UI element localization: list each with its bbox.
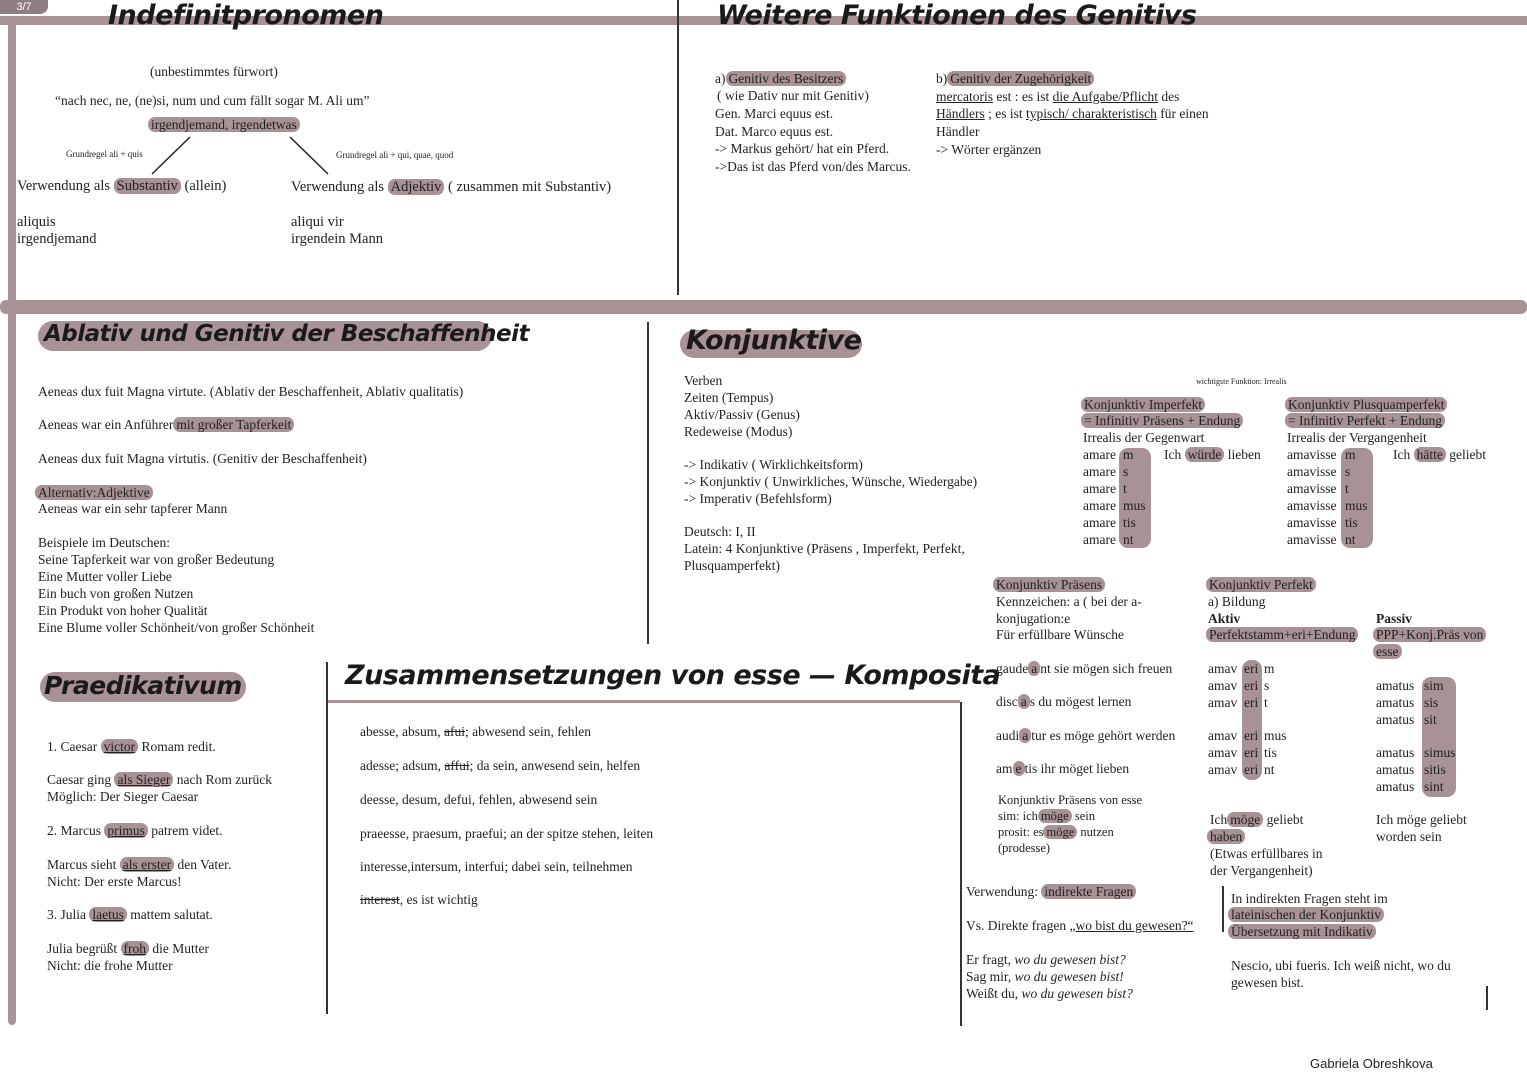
praes-marker: e [1013, 761, 1025, 776]
praed-e2: Caesar ging als Sieger nach Rom zurück [47, 772, 272, 787]
perf-pass-ending: sim [1424, 678, 1444, 693]
genitiv-b-heading: b) Genitiv der Zugehörigkeit [936, 70, 1094, 87]
konj-d3: Plusquamperfekt) [684, 558, 780, 573]
genitiv-a3: Dat. Marco equus est. [715, 124, 834, 139]
konj-title: Konjunktive [686, 325, 862, 356]
komposita-underline [328, 700, 960, 703]
page-counter: 3/7 [0, 0, 48, 14]
perf-pass-stem: amatus [1376, 779, 1415, 794]
praed-e4: 2. Marcus primus patrem videt. [47, 823, 223, 838]
perf-eri: eri [1244, 678, 1259, 693]
ablativ-l11: Eine Blume voller Schönheit/von großer Schönheit [38, 620, 315, 635]
divider-top [677, 0, 679, 295]
konj-vs: Vs. Direkte fragen „wo bist du gewesen?“ [966, 918, 1194, 933]
ablativ-l2: Aeneas war ein Anführer mit großer Tapferkeit [38, 416, 294, 433]
konj-perf-aktiv-rule: Perfektstamm+eri+Endung [1206, 626, 1358, 643]
imp-stem: amare [1083, 447, 1116, 462]
perf-pass-stem: amatus [1376, 678, 1415, 693]
konj-esse1: sim: ich möge sein [998, 809, 1095, 823]
komposita-k5: interesse,intersum, interfui; dabei sein, teilnehmen [360, 859, 633, 874]
praes-marker: a [1019, 728, 1031, 743]
ablativ-l8: Eine Mutter voller Liebe [38, 569, 172, 584]
perf-ending: s [1264, 678, 1270, 693]
konj-v4: Redeweise (Modus) [684, 424, 793, 439]
praed-e5: Marcus sieht als erster den Vater. [47, 857, 232, 872]
genitiv-b3: Händler [936, 124, 980, 139]
genitiv-b2: Händlers ; es ist typisch/ charakteristisch für einen [936, 106, 1209, 121]
ablativ-l7: Seine Tapferkeit war von großer Bedeutung [38, 552, 275, 567]
plq-stem: amavisse [1287, 481, 1337, 496]
praes-rest: tis ihr möget lieben [1024, 761, 1130, 776]
ablativ-title: Ablativ und Genitiv der Beschaffenheit [44, 321, 529, 347]
praed-e1: 1. Caesar victor Romam redit. [47, 739, 216, 754]
indef-title: Indefinitpronomen [108, 0, 384, 31]
perf-eri: eri [1244, 745, 1259, 760]
indef-ex2a: aliqui vir [291, 214, 344, 230]
konj-end-mark [1486, 986, 1488, 1010]
genitiv-a5: ->Das ist das Pferd von/des Marcus. [715, 159, 911, 174]
plq-ending: t [1345, 481, 1349, 496]
konj-v2: Zeiten (Tempus) [684, 390, 774, 405]
plq-ending: mus [1345, 498, 1368, 513]
praed-e7: 3. Julia laetus mattem salutat. [47, 907, 213, 922]
konj-q1: Er fragt, wo du gewesen bist? [966, 952, 1126, 967]
ablativ-l9: Ein buch von großen Nutzen [38, 586, 194, 601]
genitiv-b1: mercatoris est : es ist die Aufgabe/Pflicht des [936, 89, 1180, 104]
plq-ending: s [1345, 464, 1351, 479]
perf-stem: amav [1208, 661, 1238, 676]
konj-imp-desc: Irrealis der Gegenwart [1083, 430, 1205, 445]
konj-perf-trans4: der Vergangenheit) [1210, 863, 1313, 878]
konj-m1: -> Indikativ ( Wirklichkeitsform) [684, 457, 863, 472]
praes-rest: s du mögest lernen [1029, 694, 1132, 709]
praes-example [996, 727, 1175, 744]
konj-perf-title: Konjunktiv Perfekt [1206, 576, 1316, 593]
perf-stem: amav [1208, 695, 1238, 710]
plq-stem: amavisse [1287, 464, 1337, 479]
praed-e9: Nicht: die frohe Mutter [47, 958, 173, 973]
konj-perf-passiv: Passiv [1376, 611, 1413, 626]
perf-pass-ending: sint [1424, 779, 1444, 794]
genitiv-a1: ( wie Dativ nur mit Genitiv) [717, 88, 869, 103]
konj-verwendung: Verwendung: indirekte Fragen [966, 883, 1136, 900]
genitiv-a4: -> Markus gehört/ hat ein Pferd. [715, 141, 890, 156]
imp-stem: amare [1083, 481, 1116, 496]
konj-plq-desc: Irrealis der Vergangenheit [1287, 430, 1427, 445]
ablativ-l6: Beispiele im Deutschen: [38, 535, 170, 550]
divider-komp [960, 702, 962, 1026]
perf-eri: eri [1244, 762, 1259, 777]
praed-e8: Julia begrüßt froh die Mutter [47, 941, 209, 956]
konj-d1: Deutsch: I, II [684, 524, 756, 539]
perf-pass-stem: amatus [1376, 695, 1415, 710]
genitiv-b4: -> Wörter ergänzen [936, 142, 1042, 157]
ablativ-l5: Aeneas war ein sehr tapferer Mann [38, 501, 228, 516]
konj-q3: Weißt du, wo du gewesen bist? [966, 986, 1133, 1001]
konj-praes-k3: Für erfüllbare Wünsche [996, 627, 1124, 642]
ablativ-l10: Ein Produkt von hoher Qualität [38, 603, 208, 618]
praes-stem: disc [996, 694, 1018, 709]
genitiv-a-heading: a) Genitiv des Besitzers [715, 70, 846, 87]
perf-eri: eri [1244, 661, 1259, 676]
praed-e3: Möglich: Der Sieger Caesar [47, 789, 199, 804]
perf-stem: amav [1208, 728, 1238, 743]
konj-perf-trans2: haben [1207, 828, 1245, 845]
konj-plq-title: Konjunktiv Plusquamperfekt [1285, 396, 1447, 413]
perf-pass-stem: amatus [1376, 745, 1415, 760]
imp-stem: amare [1083, 464, 1116, 479]
konj-plq-translation: Ich hätte geliebt [1393, 447, 1486, 462]
praed-title: Praedikativum [44, 671, 242, 700]
perf-pass-stem: amatus [1376, 712, 1415, 727]
imp-ending: tis [1123, 515, 1136, 530]
indef-quote: “nach nec, ne, (ne)si, num und cum fällt sogar M. Ali um” [55, 93, 370, 108]
plq-stem: amavisse [1287, 447, 1337, 462]
komposita-k3: deesse, desum, defui, fehlen, abwesend sein [360, 792, 598, 807]
plq-stem: amavisse [1287, 532, 1337, 547]
konj-perf-a: a) Bildung [1208, 594, 1266, 609]
praes-marker: a [1018, 694, 1030, 709]
imp-ending: s [1123, 464, 1129, 479]
imp-ending: t [1123, 481, 1127, 496]
konj-v1: Verben [684, 373, 723, 388]
konj-perf-trans1: Ich möge geliebt [1210, 812, 1304, 827]
indef-ex2b: irgendein Mann [291, 231, 383, 247]
praes-stem: am [996, 761, 1013, 776]
praes-rest: nt sie mögen sich freuen [1040, 661, 1173, 676]
perf-pass-ending: sit [1424, 712, 1437, 727]
perf-ending: mus [1264, 728, 1287, 743]
perf-stem: amav [1208, 762, 1238, 777]
plq-stem: amavisse [1287, 515, 1337, 530]
konj-ind3: Übersetzung mit Indikativ [1228, 923, 1376, 940]
plq-ending: tis [1345, 515, 1358, 530]
perf-eri: eri [1244, 695, 1259, 710]
konj-v3: Aktiv/Passiv (Genus) [684, 407, 800, 422]
konj-esse2: prosit: es möge nutzen [998, 825, 1114, 839]
imp-stem: amare [1083, 515, 1116, 530]
perf-eri: eri [1244, 728, 1259, 743]
imp-ending: nt [1123, 532, 1134, 547]
perf-pass-ending: sitis [1424, 762, 1446, 777]
plq-ending: nt [1345, 532, 1356, 547]
praes-stem: gaude [996, 661, 1029, 676]
perf-pass-ending: sis [1424, 695, 1439, 710]
author-name: Gabriela Obreshkova [1310, 1056, 1433, 1071]
konj-perf-aktiv: Aktiv [1208, 611, 1241, 626]
konj-ind-bracket [1222, 886, 1224, 932]
konj-ind2: lateinischen der Konjunktiv [1228, 906, 1384, 923]
perf-stem: amav [1208, 678, 1238, 693]
middle-bar [0, 300, 1527, 314]
konj-m3: -> Imperativ (Befehlsform) [684, 491, 832, 506]
konj-esse-title: Konjunktiv Präsens von esse [998, 793, 1143, 807]
praed-e6: Nicht: Der erste Marcus! [47, 874, 182, 889]
ablativ-l3: Aeneas dux fuit Magna virtutis. (Genitiv der Beschaffenheit) [38, 451, 367, 466]
konj-perf-pass-trans2: worden sein [1376, 829, 1442, 844]
konj-nescio2: gewesen bist. [1231, 975, 1304, 990]
imp-stem: amare [1083, 532, 1116, 547]
indef-subtitle: (unbestimmtes fürwort) [150, 64, 278, 79]
perf-ending: tis [1264, 745, 1277, 760]
left-border [8, 20, 16, 1025]
indef-ex1a: aliquis [17, 214, 56, 230]
plq-ending: m [1345, 447, 1356, 462]
konj-ind1: In indirekten Fragen steht im [1231, 891, 1388, 906]
konj-plq-rule: = Infinitiv Perfekt + Endung [1285, 412, 1445, 429]
perf-pass-ending: simus [1424, 745, 1456, 760]
komposita-k4: praeesse, praesum, praefui; an der spitze stehen, leiten [360, 826, 654, 841]
komposita-k2: adesse; adsum, affui; da sein, anwesend sein, helfen [360, 758, 641, 773]
perf-ending: nt [1264, 762, 1275, 777]
indef-ex1b: irgendjemand [17, 231, 97, 247]
indef-rule-right: Grundregel ali + qui, quae, quod [336, 150, 454, 160]
konj-perf-pass-trans1: Ich möge geliebt [1376, 812, 1467, 827]
praes-example [996, 760, 1129, 777]
praes-marker: a [1028, 661, 1040, 676]
konj-perf-trans3: (Etwas erfüllbares in [1210, 846, 1323, 861]
perf-ending: m [1264, 661, 1275, 676]
perf-stem: amav [1208, 745, 1238, 760]
imp-ending: m [1123, 447, 1134, 462]
ablativ-l1: Aeneas dux fuit Magna virtute. (Ablativ der Beschaffenheit, Ablativ qualitatis) [38, 384, 464, 399]
ablativ-l4: Alternativ:Adjektive [35, 484, 153, 501]
konj-esse3: (prodesse) [998, 841, 1051, 855]
genitiv-title: Weitere Funktionen des Genitivs [717, 0, 1197, 31]
indef-rule-left: Grundregel ali + quis [66, 149, 143, 159]
konj-q2: Sag mir, wo du gewesen bist! [966, 969, 1124, 984]
praes-example [996, 660, 1172, 677]
imp-ending: mus [1123, 498, 1146, 513]
konj-perf-passiv-rule: PPP+Konj.Präs von [1373, 626, 1486, 643]
konj-irrealis-note: wichtigste Funktion: Irrealis [1196, 377, 1287, 386]
imp-stem: amare [1083, 498, 1116, 513]
perf-ending: t [1264, 695, 1268, 710]
konj-imp-translation: Ich würde lieben [1164, 447, 1261, 462]
komposita-title: Zusammensetzungen von esse — Komposita [345, 660, 1001, 691]
divider-praed [326, 662, 328, 1014]
konj-d2: Latein: 4 Konjunktive (Präsens , Imperfekt, Perfekt, [684, 541, 965, 556]
indef-use-substantiv: Verwendung als Substantiv (allein) [17, 178, 227, 194]
praes-rest: tur es möge gehört werden [1031, 728, 1176, 743]
konj-nescio1: Nescio, ubi fueris. Ich weiß nicht, wo du [1231, 958, 1451, 973]
genitiv-a2: Gen. Marci equus est. [715, 106, 834, 121]
konj-imp-rule: = Infinitiv Präsens + Endung [1081, 412, 1243, 429]
konj-perf-passiv-rule2: esse [1373, 643, 1402, 660]
konj-imp-title: Konjunktiv Imperfekt [1081, 396, 1205, 413]
konj-praes-k2: konjugation:e [996, 611, 1071, 626]
praes-example [996, 693, 1131, 710]
komposita-k6: interest, es ist wichtig [360, 892, 478, 907]
divider-middle [647, 322, 649, 644]
konj-praes-title: Konjunktiv Präsens [993, 576, 1105, 593]
komposita-k1: abesse, absum, afui; abwesend sein, fehlen [360, 724, 591, 739]
plq-stem: amavisse [1287, 498, 1337, 513]
praes-stem: audi [996, 728, 1020, 743]
perf-pass-stem: amatus [1376, 762, 1415, 777]
indef-highlight: irgendjemand, irgendetwas [148, 116, 300, 133]
indef-use-adjektiv: Verwendung als Adjektiv ( zusammen mit Substantiv) [291, 179, 612, 195]
konj-m2: -> Konjunktiv ( Unwirkliches, Wünsche, Wiedergabe) [684, 474, 978, 489]
konj-praes-k1: Kennzeichen: a ( bei der a- [996, 594, 1142, 609]
